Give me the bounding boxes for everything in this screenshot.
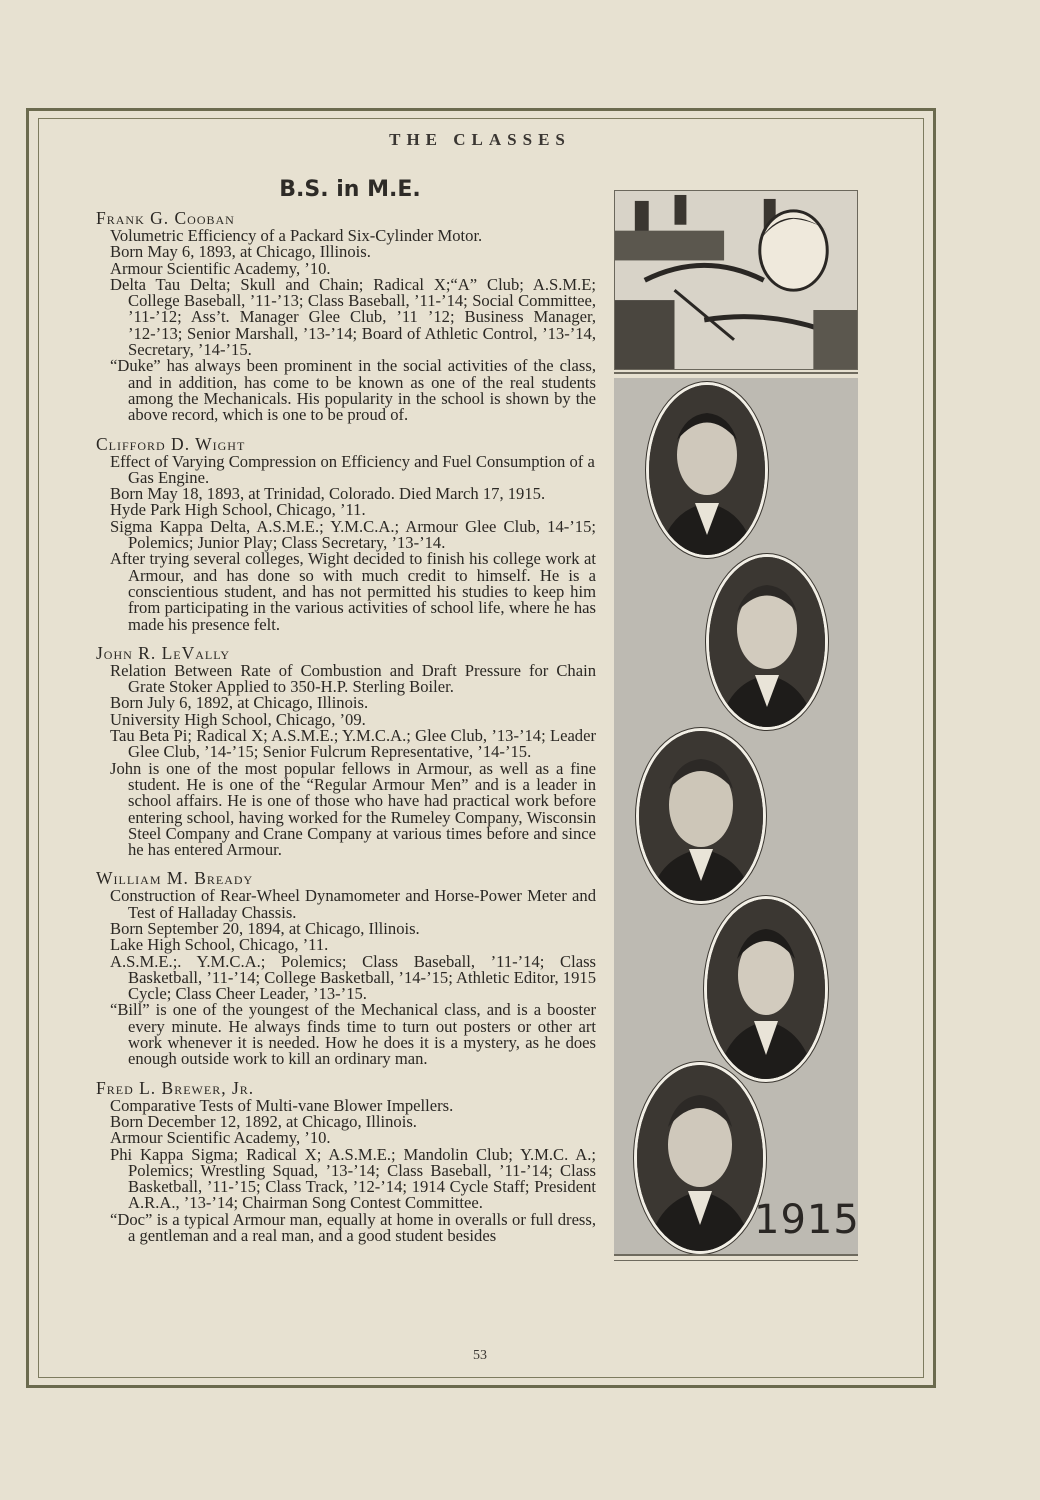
entry-brewer — [96, 1077, 596, 1246]
activities: Sigma Kappa Delta, A.S.M.E.; Y.M.C.A.; Armour Glee Club, 14-’15; Polemics; Junior Play; Class Secretary, ’13-’14. — [110, 516, 596, 553]
person-photo-icon — [649, 385, 765, 555]
thesis-title: Comparative Tests of Multi-vane Blower Impellers. — [110, 1095, 454, 1115]
person-photo-icon — [709, 557, 825, 727]
student-name: Clifford D. Wight — [96, 433, 246, 454]
cartoon-illustration-icon — [615, 191, 857, 370]
entry-bready — [96, 870, 596, 1067]
person-photo-icon — [637, 1065, 763, 1251]
student-name: William M. Bready — [96, 868, 254, 889]
thesis-title: Construction of Rear-Wheel Dynamometer and Horse-Power Meter and Test of Halladay Chassis. — [110, 886, 596, 922]
mechanic-cartoon-image — [614, 190, 858, 370]
birth-info: Born December 12, 1892, at Chicago, Illinois. — [110, 1111, 417, 1131]
student-name: Fred L. Brewer, Jr. — [96, 1077, 255, 1098]
thesis-title: Effect of Varying Compression on Efficiency and Fuel Consumption of a Gas Engine. — [110, 451, 595, 487]
activities: Tau Beta Pi; Radical X; A.S.M.E.; Y.M.C.A.; Glee Club, ’13-’14; Leader Glee Club, ’14-’15; Senior Fulcrum Representative, ’14-’15. — [110, 726, 596, 762]
portrait-wight — [706, 554, 828, 730]
divider-rule — [614, 1260, 858, 1261]
thesis-title: Relation Between Rate of Combustion and Draft Pressure for Chain Grate Stoker Applied to 350-H.P. Sterling Boiler. — [110, 660, 596, 697]
birth-info: Born May 18, 1893, at Trinidad, Colorado. Died March 17, 1915. — [110, 484, 546, 504]
entry-wight — [96, 433, 596, 634]
page-number: 53 — [473, 1348, 487, 1363]
activities: A.S.M.E.;. Y.M.C.A.; Polemics; Class Baseball, ’11-’14; Class Basketball, ’11-’14; College Basketball, ’14-’15; Athletic Editor, 1915 Cycle; Class Cheer Leader, ’13-’15. — [110, 951, 596, 1004]
prior-school: Armour Scientific Academy, ’10. — [110, 1128, 331, 1148]
sketch: “Bill” is one of the youngest of the Mechanical class, and is a booster every minute. He always finds time to turn out posters or other art work whenever it is needed. How he does it is a mystery, as he does enough outside work to kill an ordinary man. — [110, 1000, 596, 1069]
prior-school: Lake High School, Chicago, ’11. — [110, 935, 329, 955]
portrait-levally — [636, 728, 766, 904]
portrait-column — [614, 190, 858, 1262]
prior-school: Armour Scientific Academy, ’10. — [110, 258, 331, 278]
section-title: B.S. in M.E. — [279, 177, 421, 202]
thesis-title: Volumetric Efficiency of a Packard Six-Cylinder Motor. — [110, 226, 483, 245]
person-photo-icon — [707, 899, 825, 1079]
portrait-bready — [704, 896, 828, 1082]
student-name: John R. LeVally — [96, 642, 231, 663]
birth-info: Born July 6, 1892, at Chicago, Illinois. — [110, 693, 369, 713]
running-head: THE CLASSES — [389, 130, 571, 149]
birth-info: Born May 6, 1893, at Chicago, Illinois. — [110, 242, 371, 262]
sketch: After trying several colleges, Wight decided to finish his college work at Armour, and has done so with much credit to himself. He is a conscientious student, and has not permitted his studies to keep him from participating in the various activities of school life, where he has made his presence felt. — [110, 549, 596, 634]
divider-rule — [614, 1254, 858, 1256]
student-name: Frank G. Cooban — [96, 208, 235, 228]
entry-cooban — [96, 210, 596, 424]
activities: Delta Tau Delta; Skull and Chain; Radical X;“A” Club; A.S.M.E; College Baseball, ’11-’13; Class Baseball, ’11-’14; Social Committee, ’11-’12; Ass’t. Manager Glee Club, ’11 ’12; Business Manager, ’12-’13; Senior Marshall, ’13-’14; Board of Athletic Control, ’13-’14, Secretary, ’14-’15. — [110, 274, 596, 360]
prior-school: Hyde Park High School, Chicago, ’11. — [110, 500, 366, 520]
entry-levally — [96, 642, 596, 860]
year-mark: 1915 — [754, 1197, 860, 1243]
prior-school: University High School, Chicago, ’09. — [110, 709, 366, 729]
activities: Phi Kappa Sigma; Radical X; A.S.M.E.; Mandolin Club; Y.M.C. A.; Polemics; Wrestling Squad, ’13-’14; Class Baseball, ’11-’14; Class Basketball, ’11-’15; Class Track, ’12-’14; 1914 Cycle Staff; President A.R.A., ’13-’14; Chairman Song Contest Committee. — [110, 1144, 596, 1213]
person-photo-icon — [639, 731, 763, 901]
divider-rule — [614, 372, 858, 374]
sketch: John is one of the most popular fellows in Armour, as well as a fine student. He is one of the “Regular Armour Men” and is a leader in school affairs. He is one of those who have had practical work before entering school, having worked for the Rumeley Company, Wisconsin Steel Company and Crane Company at various times before and since he has entered Armour. — [110, 758, 596, 860]
entries-column — [96, 210, 596, 1256]
sketch: “Duke” has always been prominent in the social activities of the class, and in addition, has come to be known as one of the real students among the Mechanicals. His popularity in the school is shown by the above record, which is one to be proud of. — [110, 356, 596, 425]
portrait-cooban — [646, 382, 768, 558]
birth-info: Born September 20, 1894, at Chicago, Illinois. — [110, 918, 420, 938]
sketch: “Doc” is a typical Armour man, equally at home in overalls or full dress, a gentleman and a real man, and a good student besides — [110, 1209, 596, 1246]
portrait-brewer — [634, 1062, 766, 1254]
